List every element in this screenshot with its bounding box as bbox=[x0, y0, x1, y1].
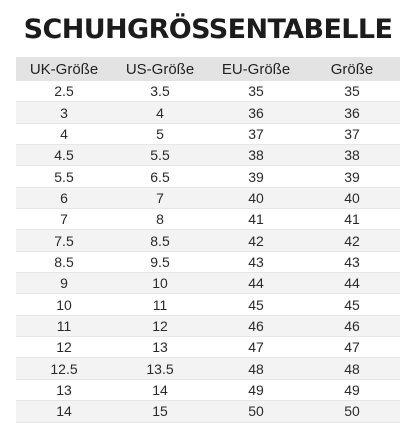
table-row bbox=[16, 315, 400, 336]
size-cell: 35 bbox=[304, 81, 400, 102]
uk-size-cell: 7.5 bbox=[16, 230, 112, 251]
size-cell: 47 bbox=[304, 337, 400, 358]
uk-size-cell: 14 bbox=[16, 401, 112, 422]
us-size-cell: 3.5 bbox=[112, 81, 208, 102]
size-cell: 44 bbox=[304, 273, 400, 294]
size-cell: 43 bbox=[304, 251, 400, 272]
table-row bbox=[16, 145, 400, 166]
eu-size-cell: 43 bbox=[208, 251, 304, 272]
eu-size-cell: 36 bbox=[208, 102, 304, 123]
uk-size-cell: 4 bbox=[16, 123, 112, 144]
column-header-size: Größe bbox=[304, 57, 400, 81]
uk-size-cell: 10 bbox=[16, 294, 112, 315]
size-cell: 49 bbox=[304, 379, 400, 400]
uk-size-cell: 13 bbox=[16, 379, 112, 400]
uk-size-cell: 2.5 bbox=[16, 81, 112, 102]
us-size-cell: 11 bbox=[112, 294, 208, 315]
size-cell: 42 bbox=[304, 230, 400, 251]
size-cell: 39 bbox=[304, 166, 400, 187]
eu-size-cell: 37 bbox=[208, 123, 304, 144]
uk-size-cell: 5.5 bbox=[16, 166, 112, 187]
uk-size-cell: 7 bbox=[16, 209, 112, 230]
eu-size-cell: 42 bbox=[208, 230, 304, 251]
us-size-cell: 7 bbox=[112, 187, 208, 208]
table-row bbox=[16, 358, 400, 379]
us-size-cell: 13.5 bbox=[112, 358, 208, 379]
us-size-cell: 5 bbox=[112, 123, 208, 144]
table-row bbox=[16, 187, 400, 208]
size-cell: 45 bbox=[304, 294, 400, 315]
table-row bbox=[16, 251, 400, 272]
eu-size-cell: 40 bbox=[208, 187, 304, 208]
eu-size-cell: 44 bbox=[208, 273, 304, 294]
us-size-cell: 8 bbox=[112, 209, 208, 230]
column-header-uk-size: UK-Größe bbox=[16, 57, 112, 81]
table-row bbox=[16, 166, 400, 187]
us-size-cell: 14 bbox=[112, 379, 208, 400]
size-cell: 36 bbox=[304, 102, 400, 123]
eu-size-cell: 50 bbox=[208, 401, 304, 422]
table-row bbox=[16, 379, 400, 400]
size-cell: 38 bbox=[304, 145, 400, 166]
us-size-cell: 6.5 bbox=[112, 166, 208, 187]
us-size-cell: 4 bbox=[112, 102, 208, 123]
size-cell: 41 bbox=[304, 209, 400, 230]
us-size-cell: 5.5 bbox=[112, 145, 208, 166]
uk-size-cell: 3 bbox=[16, 102, 112, 123]
size-chart-table bbox=[16, 57, 400, 423]
uk-size-cell: 12.5 bbox=[16, 358, 112, 379]
table-row bbox=[16, 294, 400, 315]
eu-size-cell: 46 bbox=[208, 315, 304, 336]
size-cell: 46 bbox=[304, 315, 400, 336]
size-cell: 40 bbox=[304, 187, 400, 208]
header-row bbox=[16, 57, 400, 81]
us-size-cell: 12 bbox=[112, 315, 208, 336]
eu-size-cell: 35 bbox=[208, 81, 304, 102]
eu-size-cell: 39 bbox=[208, 166, 304, 187]
size-cell: 37 bbox=[304, 123, 400, 144]
column-header-eu-size: EU-Größe bbox=[208, 57, 304, 81]
eu-size-cell: 38 bbox=[208, 145, 304, 166]
size-cell: 50 bbox=[304, 401, 400, 422]
uk-size-cell: 12 bbox=[16, 337, 112, 358]
page-title: SCHUHGRÖSSENTABELLE bbox=[23, 14, 393, 45]
us-size-cell: 13 bbox=[112, 337, 208, 358]
size-cell: 48 bbox=[304, 358, 400, 379]
eu-size-cell: 49 bbox=[208, 379, 304, 400]
table-row bbox=[16, 401, 400, 422]
table-body bbox=[16, 81, 400, 422]
table-row bbox=[16, 337, 400, 358]
uk-size-cell: 6 bbox=[16, 187, 112, 208]
uk-size-cell: 9 bbox=[16, 273, 112, 294]
us-size-cell: 10 bbox=[112, 273, 208, 294]
table-row bbox=[16, 230, 400, 251]
eu-size-cell: 41 bbox=[208, 209, 304, 230]
uk-size-cell: 11 bbox=[16, 315, 112, 336]
uk-size-cell: 4.5 bbox=[16, 145, 112, 166]
us-size-cell: 8.5 bbox=[112, 230, 208, 251]
us-size-cell: 15 bbox=[112, 401, 208, 422]
eu-size-cell: 48 bbox=[208, 358, 304, 379]
table-row bbox=[16, 123, 400, 144]
uk-size-cell: 8.5 bbox=[16, 251, 112, 272]
table-header bbox=[16, 57, 400, 81]
column-header-us-size: US-Größe bbox=[112, 57, 208, 81]
table-row bbox=[16, 273, 400, 294]
table-row bbox=[16, 81, 400, 102]
eu-size-cell: 47 bbox=[208, 337, 304, 358]
table-row bbox=[16, 209, 400, 230]
eu-size-cell: 45 bbox=[208, 294, 304, 315]
table-row bbox=[16, 102, 400, 123]
us-size-cell: 9.5 bbox=[112, 251, 208, 272]
